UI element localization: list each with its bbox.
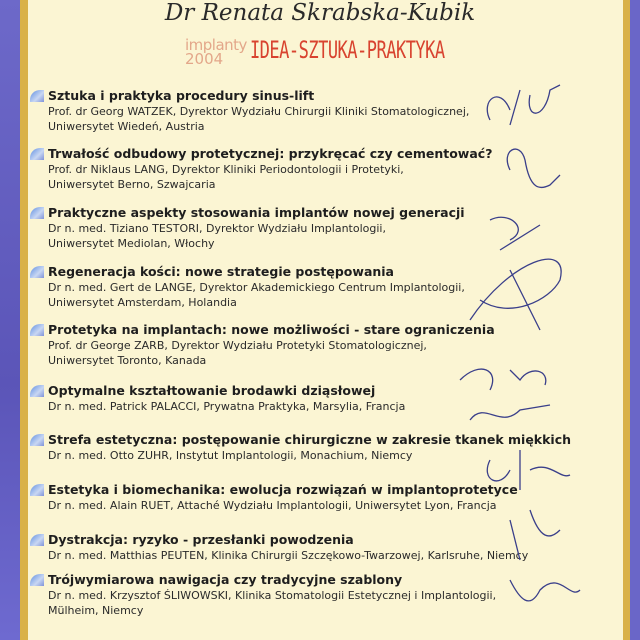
lecture-title: Trwałość odbudowy protetycznej: przykręcać czy cementować? bbox=[48, 146, 493, 161]
bullet-icon bbox=[30, 148, 44, 160]
bullet-icon bbox=[30, 90, 44, 102]
lecturer-info: Dr n. med. Otto ZUHR, Instytut Implantologii, Monachium, Niemcy bbox=[48, 449, 413, 462]
lecturer-info: Uniwersytet Mediolan, Włochy bbox=[48, 237, 215, 250]
bullet-icon bbox=[30, 434, 44, 446]
bullet-icon bbox=[30, 484, 44, 496]
bullet-icon bbox=[30, 534, 44, 546]
lecturer-info: Prof. dr George ZARB, Dyrektor Wydziału Protetyki Stomatologicznej, bbox=[48, 339, 427, 352]
lecture-title: Regeneracja kości: nowe strategie postępowania bbox=[48, 264, 394, 279]
lecture-title: Strefa estetyczna: postępowanie chirurgiczne w zakresie tkanek miękkich bbox=[48, 432, 572, 447]
lecture-title: Dystrakcja: ryzyko - przesłanki powodzenia bbox=[48, 532, 354, 547]
logo-title: IDEA-SZTUKA-PRAKTYKA bbox=[249, 37, 445, 65]
lecturer-info: Uniwersytet Amsterdam, Holandia bbox=[48, 296, 237, 309]
lecturer-info: Dr n. med. Gert de LANGE, Dyrektor Akademickiego Centrum Implantologii, bbox=[48, 281, 465, 294]
lecturer-info: Prof. dr Georg WATZEK, Dyrektor Wydziału Chirurgii Kliniki Stomatologicznej, bbox=[48, 105, 470, 118]
bullet-icon bbox=[30, 266, 44, 278]
lecturer-info: Dr n. med. Matthias PEUTEN, Klinika Chirurgii Szczękowo-Twarzowej, Karlsruhe, Niemcy bbox=[48, 549, 529, 562]
logo-word: implanty bbox=[185, 36, 247, 54]
event-logo bbox=[185, 38, 445, 67]
lecture-title: Protetyka na implantach: nowe możliwości - stare ograniczenia bbox=[48, 322, 495, 337]
lecturer-info: Prof. dr Niklaus LANG, Dyrektor Kliniki Periodontologii i Protetyki, bbox=[48, 163, 404, 176]
bullet-icon bbox=[30, 385, 44, 397]
lecture-title: Trójwymiarowa nawigacja czy tradycyjne szablony bbox=[48, 572, 403, 587]
lecture-title: Optymalne kształtowanie brodawki dziąsłowej bbox=[48, 383, 376, 398]
left-border-gold bbox=[20, 0, 28, 640]
lecturer-info: Dr n. med. Alain RUET, Attaché Wydziału Implantologii, Uniwersytet Lyon, Francja bbox=[48, 499, 497, 512]
lecturer-info: Mülheim, Niemcy bbox=[48, 604, 144, 617]
lecturer-info: Dr n. med. Krzysztof ŚLIWOWSKI, Klinika Stomatologii Estetycznej i Implantologii, bbox=[48, 589, 497, 602]
right-border-blue bbox=[630, 0, 640, 640]
lecturer-info: Dr n. med. Tiziano TESTORI, Dyrektor Wydziału Implantologii, bbox=[48, 222, 386, 235]
lecturer-info: Uniwersytet Berno, Szwajcaria bbox=[48, 178, 216, 191]
lecturer-info: Uniwersytet Toronto, Kanada bbox=[48, 354, 207, 367]
logo-year: 2004 bbox=[185, 50, 224, 68]
lecture-title: Sztuka i praktyka procedury sinus-lift bbox=[48, 88, 315, 103]
bullet-icon bbox=[30, 324, 44, 336]
lecturer-info: Uniwersytet Wiedeń, Austria bbox=[48, 120, 205, 133]
signatures bbox=[450, 80, 630, 640]
left-border-blue bbox=[0, 0, 20, 640]
bullet-icon bbox=[30, 207, 44, 219]
bullet-icon bbox=[30, 574, 44, 586]
lecture-title: Estetyka i biomechanika: ewolucja rozwiązań w implantoprotetyce bbox=[48, 482, 518, 497]
recipient-name: Dr Renata Skrabska-Kubik bbox=[164, 0, 476, 26]
lecture-title: Praktyczne aspekty stosowania implantów nowej generacji bbox=[48, 205, 465, 220]
lecturer-info: Dr n. med. Patrick PALACCI, Prywatna Praktyka, Marsylia, Francja bbox=[48, 400, 406, 413]
